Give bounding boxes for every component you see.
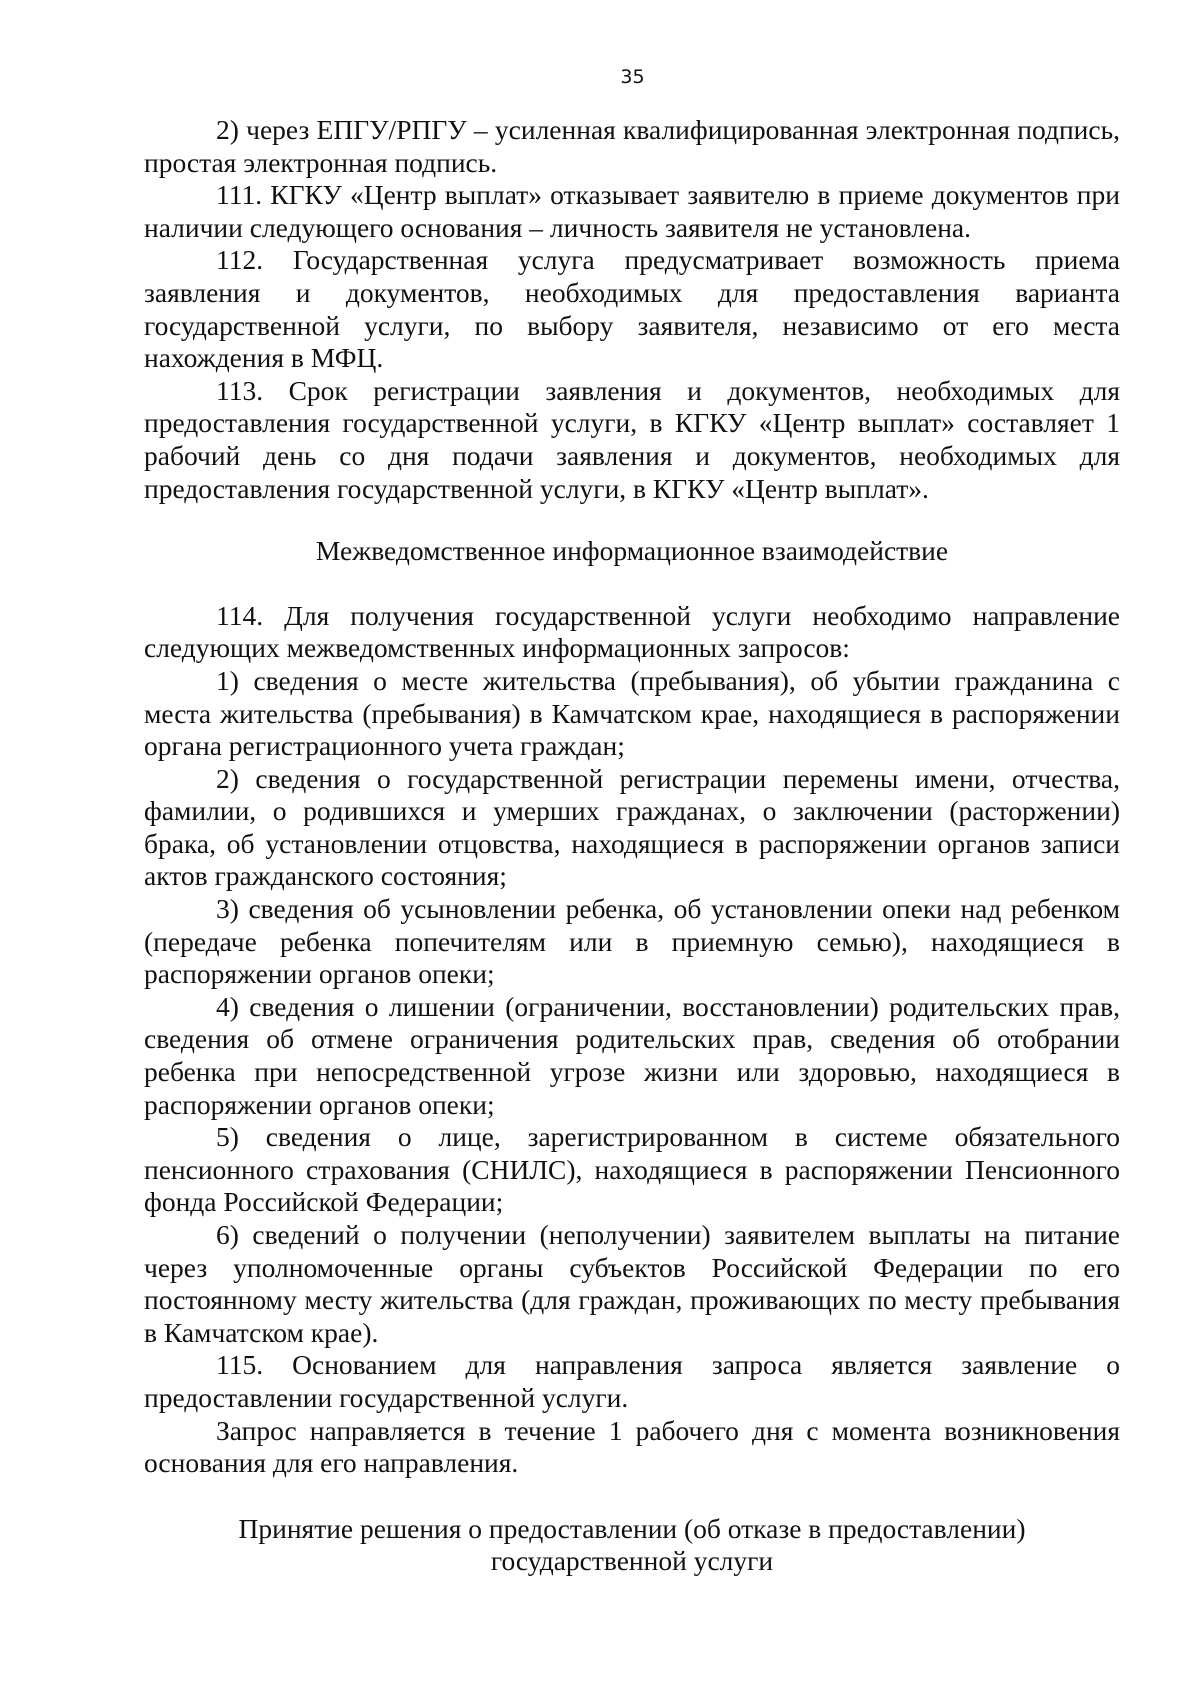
section-heading-decision-line-1: Принятие решения о предоставлении (об отказе в предоставлении) (238, 1512, 1026, 1544)
paragraph-113: 113. Срок регистрации заявления и документов, необходимых для предоставления государственной услуги, в КГКУ «Центр выплат» составляет 1 рабочий день со дня подачи заявления и документов, необходимых для предоставления государственной услуги, в КГКУ «Центр выплат». (144, 374, 1120, 504)
section-heading-interagency: Межведомственное информационное взаимодействие (315, 535, 949, 567)
paragraph-114-item-1: 1) сведения о месте жительства (пребывания), об убытии гражданина с места жительства (пребывания) в Камчатском крае, находящиеся в распоряжении органа регистрационного учета граждан; (144, 664, 1120, 762)
document-body (144, 114, 1120, 1578)
paragraph-111: 111. КГКУ «Центр выплат» отказывает заявителю в приеме документов при наличии следующего основания – личность заявителя не установлена. (144, 179, 1120, 243)
section-heading-decision (144, 1513, 1120, 1578)
paragraph-114-item-3: 3) сведения об усыновлении ребенка, об установлении опеки над ребенком (передаче ребенка попечителям или в приемную семью), находящиеся в распоряжении органов опеки; (144, 893, 1120, 990)
paragraph-115-request: Запрос направляется в течение 1 рабочего дня с момента возникновения основания для его направления. (144, 1414, 1120, 1479)
paragraph-110-item-2: 2) через ЕПГУ/РПГУ – усиленная квалифицированная электронная подпись, простая электронная подпись. (144, 114, 1120, 178)
paragraph-114-item-5: 5) сведения о лице, зарегистрированном в системе обязательного пенсионного страхования (СНИЛС), находящиеся в распоряжении Пенсионного фонда Российской Федерации; (144, 1121, 1120, 1218)
section-heading-decision-line-2: государственной услуги (490, 1545, 774, 1577)
paragraph-114-item-4: 4) сведения о лишении (ограничении, восстановлении) родительских прав, сведения об отмене ограничения родительских прав, сведения об отобрании ребенка при непосредственной угрозе жизни или здоровью, находящиеся в распоряжении органов опеки; (144, 990, 1120, 1120)
paragraph-114-item-2: 2) сведения о государственной регистрации перемены имени, отчества, фамилии, о родившихся и умерших гражданах, о заключении (расторжении) брака, об установлении отцовства, находящиеся в распоряжении органов записи актов гражданского состояния; (144, 762, 1120, 892)
page-number: 35 (620, 66, 645, 88)
paragraph-112: 112. Государственная услуга предусматривает возможность приема заявления и документов, необходимых для предоставления варианта государственной услуги, по выбору заявителя, независимо от его места нахождения в МФЦ. (144, 244, 1120, 374)
paragraph-114: 114. Для получения государственной услуги необходимо направление следующих межведомственных информационных запросов: (144, 599, 1120, 664)
paragraph-114-item-6: 6) сведений о получении (неполучении) заявителем выплаты на питание через уполномоченные органы субъектов Российской Федерации по его постоянному месту жительства (для граждан, проживающих по месту пребывания в Камчатском крае). (144, 1219, 1120, 1348)
paragraph-115: 115. Основанием для направления запроса является заявление о предоставлении государственной услуги. (144, 1349, 1120, 1413)
